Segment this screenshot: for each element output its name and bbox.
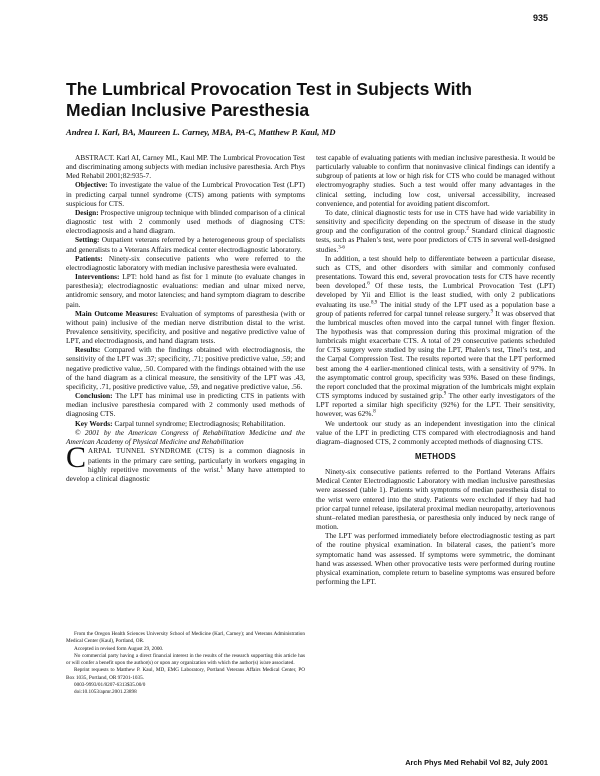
footnotes — [66, 631, 305, 696]
body-paragraph-4: We undertook our study as an independent investigation into the clinical value of the LPT in predicting CTS compared with electrodiagnosis and hand diagram–diagnosed CTS, 2 commonly accepted methods of diagnosing CTS. — [316, 418, 555, 446]
ref-superscript: 1 — [220, 465, 223, 471]
abstract-patients — [66, 254, 305, 272]
results-label: Results: — [75, 345, 101, 355]
footnote-accepted: Accepted in revised form August 29, 2000. — [74, 645, 164, 652]
abstract-objective — [66, 180, 305, 207]
design-text: Prospective unigroup technique with blinded comparison of a clinical diagnostic test with 2 commonly used methods of diagnosing CTS: electrodiagnosis and a hand diagram. — [66, 207, 305, 236]
page-number: 935 — [532, 13, 548, 23]
ref-superscript: 9 — [443, 391, 447, 397]
journal-footer: Arch Phys Med Rehabil Vol 82, July 2001 — [405, 758, 548, 767]
footnote-affiliation: From the Oregon Health Sciences University School of Medicine (Karl, Carney); and Veterans Administration Medical Center (Kaul), Portland, OR. — [66, 631, 305, 645]
patients-label: Patients: — [75, 253, 103, 263]
keywords-label: Key Words: — [75, 418, 113, 428]
ref-superscript: 2 — [466, 226, 469, 232]
p3-text-c: The initial study of the LPT used as a population base a group of patients referred for carpal tunnel release surgery. — [316, 299, 555, 318]
copyright-notice: © 2001 by the American Congress of Rehabilitation Medicine and the American Academy of Physical Medicine and Rehabilitation — [66, 427, 305, 446]
article-title — [66, 79, 546, 120]
ref-superscript: 8 — [373, 409, 376, 415]
p3-text-b: Of these tests, the Lumbrical Provocation Test (LPT) developed by Yii and Elliot is the least studied, with only 2 publications evaluating its use. — [316, 281, 555, 309]
patients-text: Ninety-six consecutive patients who were referred to the electrodiagnostic laboratory with median inclusive paresthesia were evaluated. — [66, 253, 305, 272]
abstract — [66, 153, 305, 446]
abstract-measures — [66, 309, 305, 346]
intro-text-2: Many have attempted to develop a clinical diagnostic — [66, 465, 305, 484]
objective-label: Objective: — [75, 180, 108, 190]
interventions-label: Interventions: — [75, 272, 120, 282]
measures-text: Evaluation of symptoms of paresthesia (with or without pain) inclusive of the median nerve distribution distal to the wrist. Prevalence sensitivity, specificity, and positive and negative predictive value of LPT, and electrodiagnosis, and hand diagram tests. — [66, 308, 305, 346]
abstract-design — [66, 208, 305, 235]
abstract-conclusion — [66, 391, 305, 418]
left-column — [66, 153, 305, 484]
body-paragraph-1: test capable of evaluating patients with median inclusive paresthesia. It would be particularly valuable to confirm that noninvasive clinical findings can identify a subgroup of patients at low or high risk for CTS who could be managed without electromyography studies. Such a test would offer many advantages in the clinical setting, including low cost, universal accessibility, increased convenience, and potential for avoiding patient discomfort. — [316, 153, 555, 208]
setting-text: Outpatient veterans referred by a heterogeneous group of specialists and generalists to a Veterans Affairs medical center electrodiagnostic laboratory. — [66, 235, 305, 254]
abstract-citation: ABSTRACT. Karl AI, Carney ML, Kaul MP. The Lumbrical Provocation Test and discriminating among subjects with median inclusive paresthesia. Arch Phys Med Rehabil 2001;82:935-7. — [66, 153, 305, 181]
p2-text-b: Standard clinical diagnostic tests, such as Phalen’s test, were poor predictors of CTS in several well-designed studies. — [316, 226, 555, 254]
design-label: Design: — [75, 207, 99, 217]
interventions-text: LPT: hold hand as fist for 1 minute (to evaluate changes in paresthesia); electrodiagnostic evaluations: median and ulnar mixed nerve, antidromic sensory, and motor latencies; and hand symptom diagram to describe pain. — [66, 272, 305, 309]
methods-paragraph-1: Ninety-six consecutive patients referred to the Portland Veterans Affairs Medical Center Electrodiagnostic Laboratory with median inclusive paresthesias were assessed (table 1). Patients with symptoms of median paresthesia distal to the wrist were entered into the study. Patients were excluded if they had had prior carpal tunnel release, ipsilateral proximal median neuropathy, arteriovenous shunt–related median paresthesia, or paresthesia only induced by neck range of motion. — [316, 467, 555, 532]
methods-paragraph-2: The LPT was performed immediately before electrodiagnostic testing as part of the routine physical examination. In bilateral cases, the patient’s more symptomatic hand was assessed. If symptoms were symmetric, the dominant hand was assessed. When other provocative tests were performed during routine physical examination, complete return to baseline symptoms was ensured before performing the LPT. — [316, 531, 555, 587]
right-column — [316, 153, 555, 586]
ref-superscript: 6 — [367, 281, 370, 287]
ref-superscript: 3-6 — [338, 245, 345, 251]
objective-text: To investigate the value of the Lumbrical Provocation Test (LPT) in predicting carpal tunnel syndrome (CTS) among patients with symptoms suspicious for CTS. — [66, 180, 305, 208]
footnote-disclosure: No commercial party having a direct financial interest in the results of the research supporting this article has or will confer a benefit upon the author(s) or upon any organization with which the author(s) is/are associated. — [66, 652, 305, 666]
abstract-keywords — [66, 419, 305, 428]
methods-heading: METHODS — [414, 452, 457, 461]
abstract-results — [66, 345, 305, 391]
p3-text-e: The other early investigators of the LPT reported a similar high specificity (92%) for the LPT. Their sensitivity, however, was 62%. — [316, 391, 556, 419]
title-line-1: The Lumbrical Provocation Test in Subjects With — [66, 79, 472, 99]
footnote-doi: doi:10.1053/apmr.2001.23898 — [74, 689, 137, 695]
intro-text: (CTS) is a common diagnosis in patients in the primary care setting, particularly in workers engaging in highly repetitive movements of the wrist. — [88, 446, 305, 475]
keywords-text: Carpal tunnel syndrome; Electrodiagnosis; Rehabilitation. — [112, 418, 286, 428]
p2-text-a: To date, clinical diagnostic tests for use in CTS have had wide variability in sensitivity and specificity depending on the spectrum of disease in the study group and the configuration of the control group. — [316, 207, 555, 236]
ref-superscript: 9 — [490, 309, 494, 315]
results-text: Compared with the findings obtained with electrodiagnosis, the sensitivity of the LPT was .37; specificity, .71; positive predictive value, .59; and negative predictive value, .50. Compared with the findings obtained with the use of the hand diagram as a clinical measure, the sensitivity of the LPT was .43, specificity, .71, positive predictive value, .59, and negative predictive value, .56. — [66, 345, 305, 391]
footnote-code: 0003-9993/01/8207-6313$35.00/0 — [74, 681, 146, 688]
title-line-2: Median Inclusive Paresthesia — [66, 99, 310, 120]
footnote-reprints: Reprint requests to Matthew P. Kaul, MD, EMG Laboratory, Portland Veterans Affairs Medical Center, PO Box 1035, Portland, OR 97201-1035. — [66, 667, 305, 681]
introduction-paragraph — [66, 441, 305, 484]
intro-small-caps: ARPAL TUNNEL SYNDROME — [88, 447, 192, 455]
setting-label: Setting: — [75, 235, 100, 245]
author-list: Andrea I. Karl, BA, Maureen L. Carney, MBA, PA-C, Matthew P. Kaul, MD — [66, 127, 336, 137]
body-paragraph-2 — [316, 208, 555, 254]
p3-text-d: It was observed that the lumbrical muscles often moved into the carpal tunnel with finger flexion. The hypothesis was that compression during this proximal migration of the lumbricals might exacerbate CTS. A total of 29 consecutive patients scheduled for CTS surgery were studied by using the LPT, Phalen’s test, Tinel’s test, and the Carpal Compression Test. The results reported were that the LPT performed best among the 4 earlier-mentioned clinical tests, with a sensitivity of 97%. In the asymptomatic control group, specificity was 93%. Based on these findings, the report concluded that the proximal migration of the lumbricals might explain CTS symptoms induced by sustained grip. — [316, 308, 556, 401]
body-paragraph-3 — [316, 254, 555, 419]
p3-text-a: In addition, a test should help to differentiate between a particular disease, such as CTS, and other disorders with similar and commonly confused presentations. Toward this end, several provocation tests for CTS have recently been developed. — [316, 253, 555, 291]
conclusion-text: The LPT has minimal use in predicting CTS in patients with median inclusive paresthesia compared with 2 commonly used methods of diagnosing CTS. — [66, 391, 305, 419]
measures-label: Main Outcome Measures: — [75, 308, 159, 318]
conclusion-label: Conclusion: — [75, 391, 113, 401]
abstract-setting — [66, 235, 305, 253]
abstract-interventions — [66, 272, 305, 309]
ref-superscript: 8,9 — [370, 300, 378, 306]
drop-cap: C — [66, 441, 87, 474]
